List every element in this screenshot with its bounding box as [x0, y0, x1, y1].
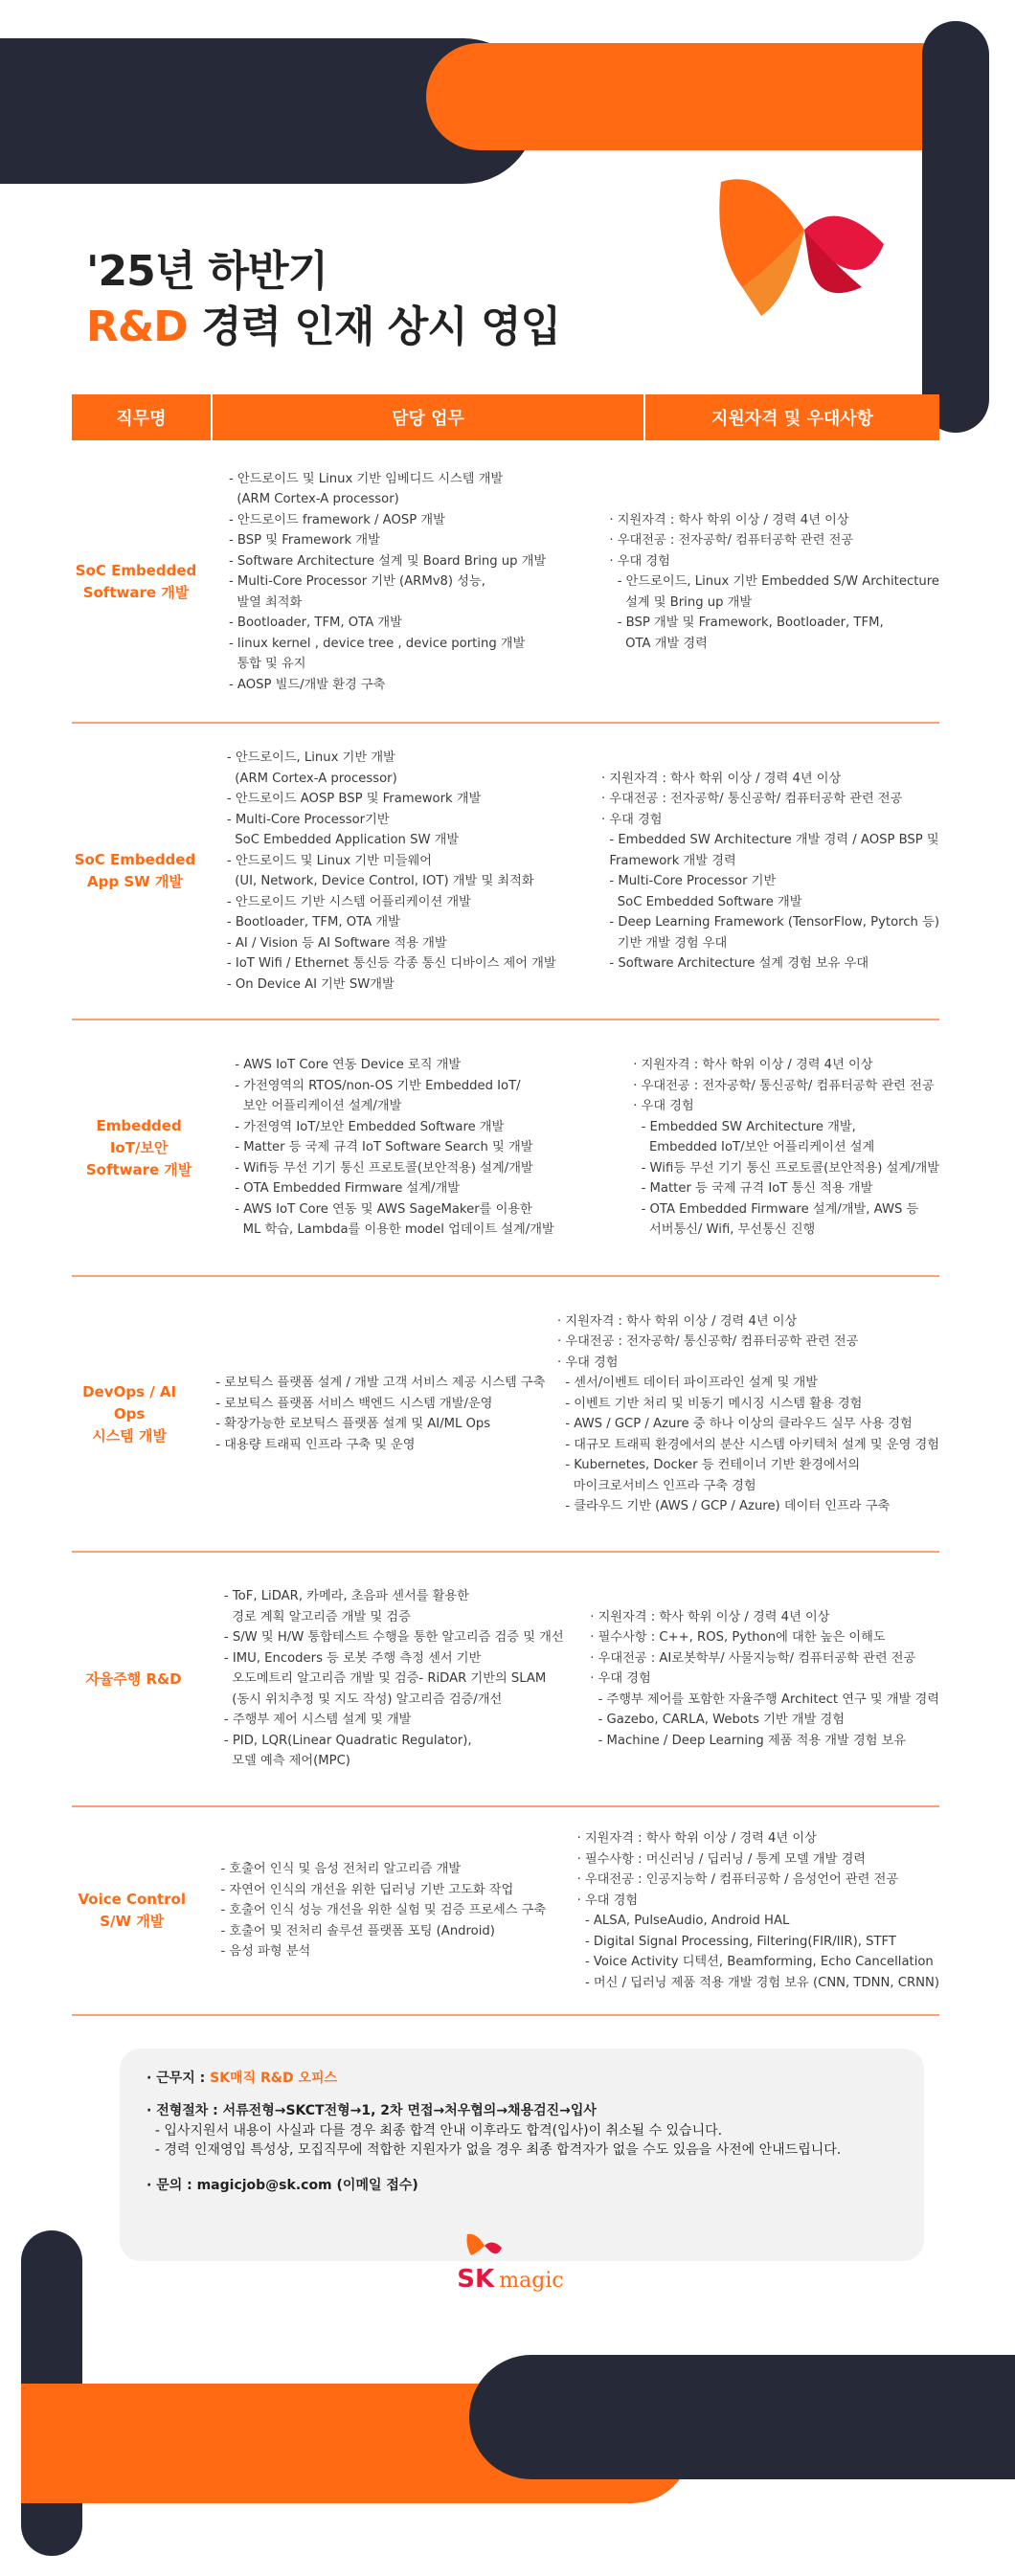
duty-list [195, 1586, 590, 1772]
list-item: - Embedded SW Architecture 개발 경력 / AOSP BSP 및 [600, 833, 939, 847]
list-item: Framework 개발 경력 [600, 853, 736, 868]
sk-magic-logo [448, 2230, 573, 2294]
qualification-list [601, 769, 939, 974]
header-role: 직무명 [72, 394, 213, 440]
title-rest: 경력 인재 상시 영입 [187, 302, 561, 351]
list-item: · 지원자격 : 학사 학위 이상 / 경력 4년 이상 [556, 1313, 798, 1329]
list-item: (ARM Cortex-A processor) [226, 771, 397, 786]
list-item: - Software Architecture 설계 경험 보유 우대 [600, 956, 869, 971]
role-line: Voice Control [78, 1891, 186, 1908]
process-note: - 경력 인재영입 특성상, 모집직무에 적합한 지원자가 없을 경우 최종 합격자가 없을 수도 있음을 사전에 안내드립니다. [147, 2142, 842, 2158]
list-item: - 음성 파형 분석 [220, 1944, 311, 1960]
table-row [72, 442, 939, 724]
process-label: · 전형절차 : 서류전형→SKCT전형→1, 2차 면접→처우협의→채용검진→입사 [147, 2103, 597, 2118]
list-item: - Software Architecture 설계 및 Board Bring up 개발 [228, 553, 547, 569]
list-item: · 지원자격 : 학사 학위 이상 / 경력 4년 이상 [633, 1058, 873, 1073]
role-line: App SW 개발 [87, 873, 183, 890]
list-item: · 지원자격 : 학사 학위 이상 / 경력 4년 이상 [609, 512, 849, 527]
list-item: - IMU, Encoders 등 로봇 주행 측정 센서 기반 [223, 1650, 482, 1666]
header-qualifications: 지원자격 및 우대사항 [645, 394, 939, 440]
qualification-list [557, 1311, 939, 1517]
list-item: - 안드로이드 기반 시스템 어플리케이션 개발 [226, 894, 471, 909]
list-item: - BSP 개발 및 Framework, Bootloader, TFM, [609, 616, 884, 631]
list-item: 보안 어플리케이션 설계/개발 [235, 1099, 402, 1114]
list-item: 발열 최적화 [228, 594, 303, 610]
list-item: · 우대 경험 [633, 1099, 694, 1114]
sk-butterfly-small-icon [465, 2230, 504, 2265]
bottom-navy-band [469, 2355, 1015, 2479]
location-label: · 근무지 : [147, 2071, 211, 2086]
page-title [86, 244, 560, 355]
list-item: - Multi-Core Processor 기반 [600, 874, 777, 888]
list-item: · 우대전공 : 전자공학/ 통신공학/ 컴퓨터공학 관련 전공 [633, 1078, 935, 1093]
role-name [72, 1115, 206, 1181]
top-orange-band [426, 43, 981, 150]
list-item: - AWS / GCP / Azure 중 하나 이상의 클라우드 실무 사용 경험 [556, 1417, 913, 1431]
list-item: - BSP 및 Framework 개발 [228, 533, 380, 549]
list-item: - On Device AI 기반 SW개발 [226, 976, 395, 992]
table-row [72, 1277, 939, 1553]
list-item: - Deep Learning Framework (TensorFlow, Pytorch 등) [600, 915, 939, 930]
list-item: - Matter 등 국제 규격 IoT Software Search 및 개발 [235, 1140, 533, 1155]
role-name [72, 1669, 195, 1691]
role-line: SoC Embedded [74, 851, 196, 868]
list-item: - Matter 등 국제 규격 IoT 통신 적용 개발 [633, 1181, 873, 1197]
list-item: - Wifi등 무선 기기 통신 프로토콜(보안적용) 설계/개발 [235, 1160, 533, 1176]
list-item: 설계 및 Bring up 개발 [609, 594, 753, 610]
process-note: - 입사지원서 내용이 사실과 다를 경우 최종 합격 안내 이후라도 합격(입사)이 취소될 수 있습니다. [147, 2123, 723, 2139]
role-line: 자율주행 R&D [85, 1669, 182, 1688]
list-item: - 안드로이드 및 Linux 기반 임베디드 시스템 개발 [228, 471, 504, 486]
list-item: - 안드로이드 framework / AOSP 개발 [228, 512, 445, 527]
list-item: - 로보틱스 플랫폼 설계 / 개발 고객 서비스 제공 시스템 구축 [215, 1376, 546, 1390]
list-item: - 머신 / 딥러닝 제품 적용 개발 경험 보유 (CNN, TDNN, CRNN) [576, 1975, 939, 1990]
list-item: OTA 개발 경력 [609, 636, 708, 651]
list-item: - AI / Vision 등 AI Software 적용 개발 [226, 935, 447, 951]
duty-list [192, 1859, 576, 1962]
list-item: - 가전영역 IoT/보안 Embedded Software 개발 [235, 1119, 505, 1134]
list-item: - 주행부 제어 시스템 설계 및 개발 [223, 1713, 412, 1728]
role-name [72, 849, 198, 893]
list-item: - AWS IoT Core 연동 및 AWS SageMaker를 이용한 [235, 1201, 532, 1217]
list-item: - 안드로이드 AOSP BSP 및 Framework 개발 [226, 792, 482, 806]
list-item: SoC Embedded Application SW 개발 [226, 833, 460, 847]
list-item: 마이크로서비스 인프라 구축 경험 [556, 1478, 756, 1493]
list-item: · 우대 경험 [609, 553, 670, 569]
list-item: ML 학습, Lambda를 이용한 model 업데이트 설계/개발 [235, 1222, 554, 1238]
role-line: DevOps / AI Ops [82, 1382, 177, 1422]
list-item: SoC Embedded Software 개발 [600, 894, 802, 909]
list-item: - OTA Embedded Firmware 설계/개발, AWS 등 [633, 1201, 919, 1217]
list-item: - 자연어 인식의 개선을 위한 딥러닝 기반 고도화 작업 [220, 1882, 514, 1897]
list-item: - 확장가능한 로보틱스 플랫폼 설계 및 AI/ML Ops [215, 1417, 491, 1431]
list-item: (ARM Cortex-A processor) [228, 492, 399, 507]
duty-list [198, 748, 601, 995]
list-item: - Bootloader, TFM, OTA 개발 [226, 915, 400, 930]
list-item: - IoT Wifi / Ethernet 통신등 각종 통신 디바이스 제어 개발 [226, 956, 556, 971]
list-item: · 우대 경험 [556, 1355, 619, 1370]
top-right-navy-pill [922, 21, 989, 433]
role-line: Software 개발 [82, 584, 190, 601]
list-item: - 호출어 및 전처리 솔루션 플랫폼 포팅 (Android) [220, 1923, 495, 1938]
list-item: · 지원자격 : 학사 학위 이상 / 경력 4년 이상 [600, 771, 842, 786]
list-item: · 우대전공 : 전자공학/ 통신공학/ 컴퓨터공학 관련 전공 [600, 792, 903, 806]
title-accent: R&D [86, 302, 188, 351]
duty-list [200, 469, 609, 696]
list-item: - AWS IoT Core 연동 Device 로직 개발 [235, 1058, 462, 1073]
list-item: - Machine / Deep Learning 제품 적용 개발 경험 보유 [590, 1733, 907, 1748]
list-item: - linux kernel , device tree , device porting 개발 [228, 636, 526, 651]
list-item: (동시 위치추정 및 지도 작성) 알고리즘 검증/개선 [223, 1691, 503, 1707]
list-item: - Digital Signal Processing, Filtering(FIR/IIR), STFT [576, 1934, 896, 1949]
list-item: - 클라우드 기반 (AWS / GCP / Azure) 데이터 인프라 구축 [556, 1499, 891, 1513]
info-box [120, 2049, 924, 2261]
list-item: 경로 계획 알고리즘 개발 및 검증 [223, 1609, 411, 1624]
list-item: - PID, LQR(Linear Quadratic Regulator), [223, 1733, 472, 1748]
qualification-list [590, 1607, 939, 1752]
list-item: - 안드로이드 및 Linux 기반 미들웨어 [226, 853, 433, 868]
list-item: - Embedded SW Architecture 개발, [633, 1119, 856, 1134]
role-line: Embedded [96, 1116, 182, 1134]
list-item: - 호출어 인식 및 음성 전처리 알고리즘 개발 [220, 1862, 462, 1877]
role-line: S/W 개발 [100, 1913, 165, 1930]
sk-brand: SK [457, 2265, 495, 2294]
list-item: - 대용량 트래픽 인프라 구축 및 운영 [215, 1437, 416, 1452]
list-item: - ALSA, PulseAudio, Android HAL [576, 1914, 790, 1928]
location-value: SK매직 R&D 오피스 [210, 2071, 338, 2086]
table-header [72, 394, 939, 440]
list-item: 오도메트리 알고리즘 개발 및 검증- RiDAR 기반의 SLAM [223, 1671, 547, 1687]
list-item: - Kubernetes, Docker 등 컨테이너 기반 환경에서의 [556, 1458, 861, 1472]
list-item: · 우대전공 : AI로봇학부/ 사물지능학/ 컴퓨터공학 관련 전공 [590, 1650, 916, 1666]
list-item: · 우대 경험 [590, 1671, 651, 1687]
qualification-list [577, 1828, 939, 1993]
list-item: - AOSP 빌드/개발 환경 구축 [228, 677, 386, 692]
list-item: · 지원자격 : 학사 학위 이상 / 경력 4년 이상 [576, 1831, 817, 1846]
qualification-list [633, 1055, 939, 1241]
role-line: 시스템 개발 [92, 1426, 167, 1445]
list-item: - 로보틱스 플랫폼 서비스 백엔드 시스템 개발/운영 [215, 1396, 493, 1411]
list-item: - ToF, LiDAR, 카메라, 초음파 센서를 활용한 [223, 1589, 469, 1604]
duty-list [206, 1055, 633, 1241]
list-item: · 우대 경험 [600, 812, 663, 827]
list-item: - Multi-Core Processor기반 [226, 812, 390, 827]
role-line: Software 개발 [85, 1160, 192, 1178]
list-item: · 우대 경험 [576, 1893, 639, 1908]
list-item: - 이벤트 기반 처리 및 비동기 메시징 시스템 활용 경험 [556, 1396, 863, 1411]
list-item: - S/W 및 H/W 통합테스트 수행을 통한 알고리즘 검증 및 개선 [223, 1630, 564, 1646]
role-name [72, 1889, 192, 1933]
header-duties: 담당 업무 [213, 394, 645, 440]
list-item: - Multi-Core Processor 기반 (ARMv8) 성능, [228, 574, 485, 590]
list-item: - 대규모 트래픽 환경에서의 분산 시스템 아키텍처 설계 및 운영 경험 [556, 1437, 939, 1452]
contact-email[interactable]: · 문의 : magicjob@sk.com (이메일 접수) [147, 2178, 418, 2193]
role-line: SoC Embedded [75, 562, 197, 579]
table-row [72, 1553, 939, 1807]
list-item: 서버통신/ Wifi, 무선통신 진행 [633, 1222, 816, 1238]
list-item: · 우대전공 : 전자공학/ 통신공학/ 컴퓨터공학 관련 전공 [556, 1334, 859, 1349]
list-item: - Bootloader, TFM, OTA 개발 [228, 616, 402, 631]
role-name [72, 560, 200, 604]
list-item: · 우대전공 : 인공지능학 / 컴퓨터공학 / 음성언어 관련 전공 [576, 1872, 899, 1887]
list-item: - 호출어 인식 성능 개선을 위한 실험 및 검증 프로세스 구축 [220, 1903, 547, 1918]
list-item: - 센서/이벤트 데이터 파이프라인 설계 및 개발 [556, 1376, 819, 1390]
magic-brand: magic [499, 2269, 564, 2293]
list-item: · 지원자격 : 학사 학위 이상 / 경력 4년 이상 [590, 1609, 830, 1624]
role-name [72, 1381, 187, 1447]
list-item: - Wifi등 무선 기기 통신 프로토콜(보안적용) 설계/개발 [633, 1160, 939, 1176]
list-item: - 주행부 제어를 포함한 자율주행 Architect 연구 및 개발 경력 [590, 1691, 939, 1707]
list-item: (UI, Network, Device Control, IOT) 개발 및 최적화 [226, 874, 534, 888]
table-row [72, 724, 939, 1020]
list-item: - 가전영역의 RTOS/non-OS 기반 Embedded IoT/ [235, 1078, 521, 1093]
role-line: IoT/보안 [109, 1138, 169, 1156]
list-item: - 안드로이드, Linux 기반 개발 [226, 750, 395, 765]
list-item: · 필수사항 : C++, ROS, Python에 대한 높은 이해도 [590, 1630, 886, 1646]
table-row [72, 1020, 939, 1277]
table-row [72, 1807, 939, 2016]
list-item: Embedded IoT/보안 어플리케이션 설계 [633, 1140, 875, 1155]
title-line1: '25년 하반기 [86, 247, 328, 296]
sk-butterfly-logo-icon [713, 163, 891, 335]
duty-list [187, 1373, 557, 1455]
list-item: 통합 및 유지 [228, 657, 306, 672]
list-item: - Voice Activity 디텍션, Beamforming, Echo Cancellation [576, 1955, 934, 1969]
list-item: - Gazebo, CARLA, Webots 기반 개발 경험 [590, 1713, 846, 1728]
list-item: 기반 개발 경험 우대 [600, 935, 728, 951]
list-item: · 우대전공 : 전자공학/ 컴퓨터공학 관련 전공 [609, 533, 854, 549]
qualification-list [609, 510, 939, 655]
list-item: 모델 예측 제어(MPC) [223, 1754, 350, 1769]
list-item: - 안드로이드, Linux 기반 Embedded S/W Architecture [609, 574, 939, 590]
list-item: - OTA Embedded Firmware 설계/개발 [235, 1181, 460, 1197]
list-item: · 필수사항 : 머신러닝 / 딥러닝 / 통계 모델 개발 경력 [576, 1851, 867, 1867]
